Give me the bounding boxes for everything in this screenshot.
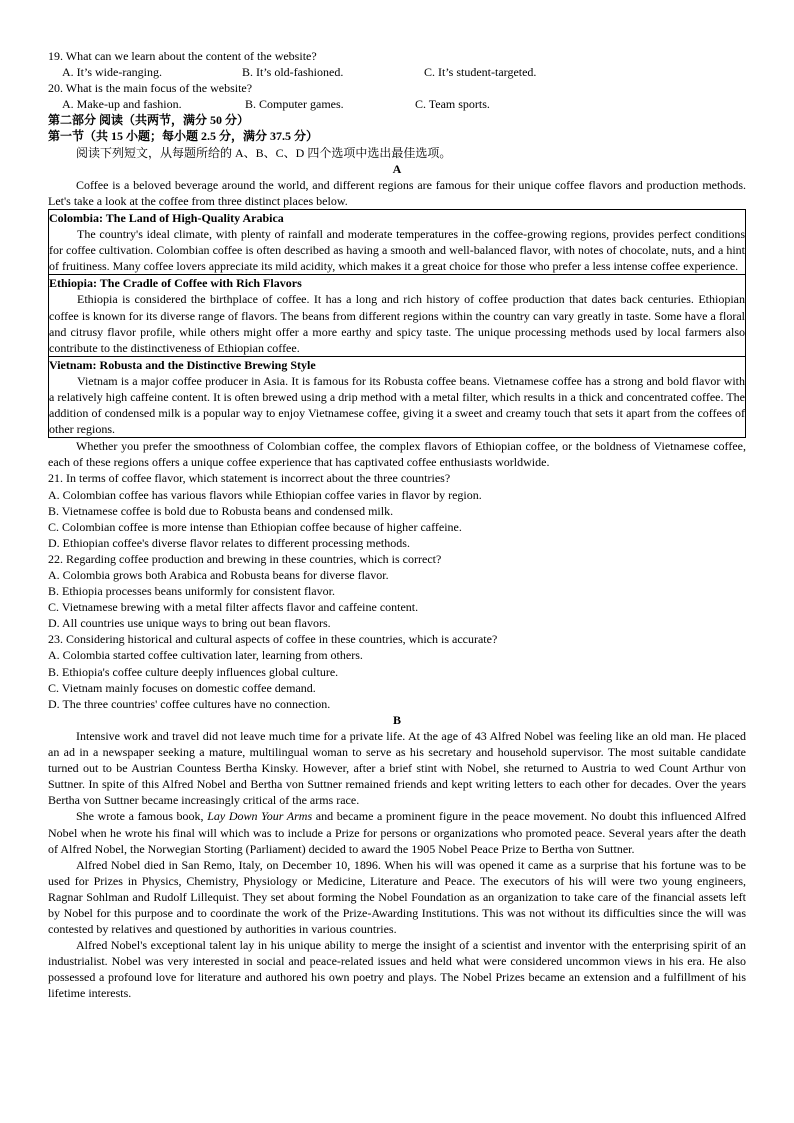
passage-a-closing: Whether you prefer the smoothness of Colombian coffee, the complex flavors of Ethiopian coffee, or the boldness of Vietnamese coffee, each of these regions offers a unique coffee experience that has captivated coffee enthusiasts worldwide.: [48, 439, 746, 470]
q23-stem: 23. Considering historical and cultural aspects of coffee in these countries, which is accurate?: [48, 632, 498, 647]
q21-stem: 21. In terms of coffee flavor, which statement is incorrect about the three countries?: [48, 471, 451, 486]
passage-b-label: B: [392, 712, 401, 727]
q22-option-a: A. Colombia grows both Arabica and Robusta beans for diverse flavor.: [48, 568, 389, 582]
box-text: Ethiopia is considered the birthplace of coffee. It has a long and rich history of coffee production that dates back centuries. Ethiopian coffee is known for its diverse range of flavors. The beans from different regions within the country can vary greatly in taste. Some have a floral and citrusy flavor profile, while others might offer a more earthy and spicy taste. The unique processing methods used by local farmers also contribute to the distinctiveness of Ethiopian coffee.: [49, 292, 745, 355]
q20-stem: 20. What is the main focus of the website?: [48, 81, 253, 96]
passage-b-p1: Intensive work and travel did not leave much time for a private life. At the age of 43 Alfred Nobel was feeling like an old man. He placed an ad in a newspaper seeking a mature, multilingual woman to serve as his secretary and household supervisor. The most suitable candidate turned out to be Austrian Countess Bertha Kinsky. However, after a brief stint with Nobel, she returned to Austria to wed Count Arthur von Suttner. In spite of this Alfred Nobel and Bertha von Suttner remained friends and kept writing letters to each other for decades. Over the years Bertha von Suttner became increasingly critical of the arms race.: [48, 728, 746, 808]
box-text: The country's ideal climate, with plenty of rainfall and moderate temperatures in the coffee-growing regions, provides perfect conditions for coffee cultivation. Colombian coffee is often described as having a smooth and well-balanced flavor, with notes of chocolate, nuts, and a hint of fruitiness. Many coffee lovers appreciate its mild acidity, which makes it a great choice for those who prefer a less intense coffee experience.: [49, 227, 745, 274]
q19-option-c: C. It’s student-targeted.: [424, 65, 537, 80]
passage-b-p3: Alfred Nobel died in San Remo, Italy, on December 10, 1896. When his will was opened it came as a surprise that his fortune was to be used for Prizes in Physics, Chemistry, Physiology or Medicine, Literature and Peace. The executors of his will were two young engineers, Ragnar Sohlman and Rudolf Lillequist. They set about forming the Nobel Foundation as an organization to take care of the financial assets left by Nobel for this purpose and to coordinate the work of the Prize-Awarding Institutions. This was not without its difficulties since the will was contested by relatives and questioned by authorities in various countries.: [48, 857, 746, 937]
coffee-box-colombia: [48, 209, 746, 275]
q22-option-b: B. Ethiopia processes beans uniformly for consistent flavor.: [48, 584, 335, 599]
q22-option-c: C. Vietnamese brewing with a metal filter affects flavor and caffeine content.: [48, 600, 419, 615]
passage-a-intro: Coffee is a beloved beverage around the world, and different regions are famous for their unique coffee flavors and production methods. Let's take a look at the coffee from three distinct places below.: [48, 177, 746, 208]
q19-options: [48, 64, 746, 80]
q20-option-c: C. Team sports.: [415, 97, 490, 112]
book-title: Lay Down Your Arms: [207, 809, 313, 824]
q20-options: [48, 96, 746, 112]
q23-option-d: D. The three countries' coffee cultures have no connection.: [48, 696, 331, 711]
q21-option-d: D. Ethiopian coffee's diverse flavor relates to different processing methods.: [48, 535, 410, 550]
passage-b-p2: [48, 808, 746, 856]
coffee-box-vietnam: [48, 357, 746, 438]
section1-title: 第一节（共 15 小题；每小题 2.5 分，满分 37.5 分）: [48, 129, 319, 144]
coffee-box-ethiopia: [48, 275, 746, 356]
box-title: Vietnam: Robusta and the Distinctive Brewing Style: [49, 357, 316, 372]
q20-option-a: A. Make-up and fashion.: [62, 97, 182, 112]
q23-option-c: C. Vietnam mainly focuses on domestic coffee demand.: [48, 680, 316, 695]
q22-option-d: D. All countries use unique ways to bring out bean flavors.: [48, 616, 331, 631]
part2-title: 第二部分 阅读（共两节，满分 50 分）: [48, 113, 250, 128]
p2-before: She wrote a famous book,: [76, 809, 208, 824]
box-title: Ethiopia: The Cradle of Coffee with Rich Flavors: [49, 276, 302, 291]
q21-option-a: A. Colombian coffee has various flavors while Ethiopian coffee varies in flavor by region.: [48, 487, 482, 502]
passage-b-p4: Alfred Nobel's exceptional talent lay in his unique ability to merge the insight of a scientist and inventor with the enterprising spirit of an industrialist. Nobel was very interested in social and peace-related issues and held what were considered uncommon views in his era. He also possessed a profound love for literature and authored his own poetry and plays. The Nobel Prizes became an extension and a fulfillment of his lifetime interests.: [48, 938, 746, 1001]
q21-option-c: C. Colombian coffee is more intense than Ethiopian coffee because of higher caffeine.: [48, 519, 462, 534]
q21-option-b: B. Vietnamese coffee is bold due to Robusta beans and condensed milk.: [48, 503, 394, 518]
box-text: Vietnam is a major coffee producer in Asia. It is famous for its Robusta coffee beans. Vietnamese coffee has a strong and bold flavor with a relatively high caffeine content. It is often brewed using a drip method with a metal filter, which results in a thick and concentrated coffee. The addition of condensed milk is a popular way to enjoy Vietnamese coffee, giving it a sweet and creamy touch that sets it apart from the coffees of other regions.: [49, 373, 745, 437]
q19-option-b: B. It’s old-fashioned.: [242, 65, 344, 80]
q22-stem: 22. Regarding coffee production and brewing in these countries, which is correct?: [48, 551, 442, 566]
instruction: 阅读下列短文，从每题所给的 A、B、C、D 四个选项中选出最佳选项。: [76, 145, 452, 160]
q19-option-a: A. It’s wide-ranging.: [62, 65, 162, 80]
q19-stem: 19. What can we learn about the content of the website?: [48, 49, 317, 63]
p2-after: and became a prominent figure in the peace movement. No doubt this influenced Alfred Nobel when he wrote his final will which was to include a Prize for persons or organizations who promoted peace. Several years after the death of Alfred Nobel, the Norwegian Storting (Parliament) decided to award the 1905 Nobel Peace Prize to Bertha von Suttner.: [48, 809, 747, 856]
q23-option-a: A. Colombia started coffee cultivation later, learning from others.: [48, 648, 363, 663]
exam-page: [48, 48, 746, 1002]
q20-option-b: B. Computer games.: [245, 97, 344, 112]
q23-option-b: B. Ethiopia's coffee culture deeply influences global culture.: [48, 664, 339, 679]
box-title: Colombia: The Land of High-Quality Arabica: [49, 210, 284, 225]
passage-a-label: A: [392, 161, 402, 176]
